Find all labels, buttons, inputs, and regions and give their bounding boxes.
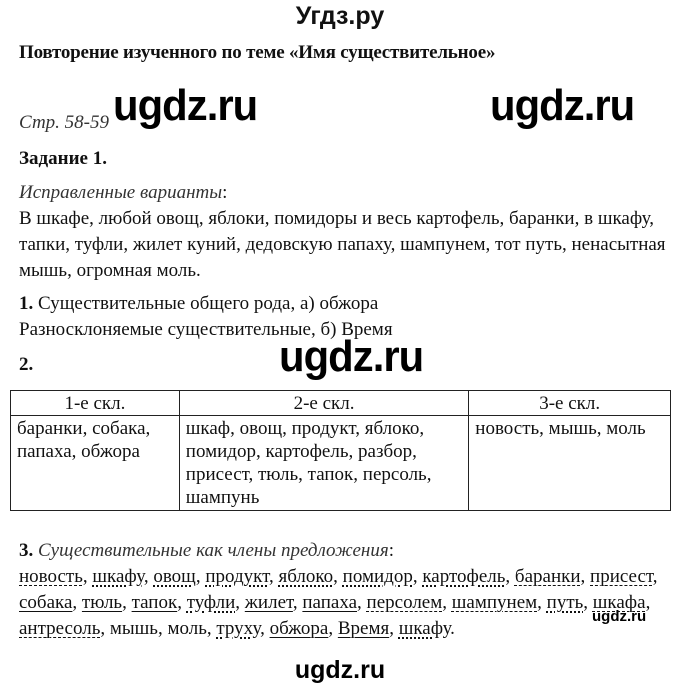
watermark: ugdz.ru — [279, 332, 424, 381]
separator: , — [645, 592, 651, 613]
item-number: 2. — [19, 354, 34, 375]
separator: , — [357, 592, 367, 613]
corrected-label: Исправленные варианты — [19, 182, 223, 203]
sentence-member-word: моль — [167, 618, 207, 639]
corrected-text: В шкафе, любой овощ, яблоки, помидоры и весь картофель, баранки, в шкафу, тапки, туфли, жилет куний, дедовскую папаху, шампунем, тот путь, ненасытная мышь, огромная моль. — [19, 208, 666, 281]
table-header: 3-е скл. — [469, 391, 671, 416]
watermark: ugdz.ru — [592, 608, 647, 625]
separator: , — [333, 566, 343, 587]
sentence-member-word: труху — [216, 618, 261, 639]
watermark: ugdz.ru — [490, 81, 635, 130]
separator: , — [505, 566, 515, 587]
sentence-member-word: собака — [19, 592, 73, 613]
page-heading: Повторение изученного по теме «Имя существительное» — [19, 42, 496, 63]
sentence-member-word: персолем — [366, 592, 443, 613]
site-title: Угдз.ру — [295, 2, 385, 30]
separator: , — [260, 618, 270, 639]
item-1 — [19, 291, 669, 343]
separator: , — [235, 592, 245, 613]
item-number: 1. — [19, 293, 34, 314]
sentence-member-word: папаха — [302, 592, 358, 613]
item-3-label: Существительные как члены предложения — [38, 540, 389, 561]
watermark: ugdz.ru — [294, 656, 386, 684]
separator: . — [450, 618, 455, 639]
item-1-line-1: Существительные общего рода, а) обжора — [38, 293, 379, 314]
separator: , — [292, 592, 303, 613]
sentence-member-word: помидор — [342, 566, 413, 587]
item-3 — [19, 538, 669, 642]
sentence-member-word: новость — [19, 566, 83, 587]
separator: , — [72, 592, 82, 613]
sentence-member-word: путь — [546, 592, 584, 613]
table-header: 1-е скл. — [11, 391, 180, 416]
separator: , — [268, 566, 279, 587]
separator: , — [580, 566, 591, 587]
sentence-member-word: Время — [337, 618, 390, 639]
watermark: ugdz.ru — [113, 81, 258, 130]
sentence-member-word: присест — [590, 566, 653, 587]
sentence-member-word: яблоко — [278, 566, 334, 587]
sentence-member-word: тюль — [81, 592, 123, 613]
task-title: Задание 1. — [19, 148, 107, 169]
separator: , — [206, 618, 217, 639]
sentence-member-word: тапок — [131, 592, 178, 613]
sentence-member-word: шампунем — [451, 592, 538, 613]
separator: , — [82, 566, 93, 587]
sentence-member-word: баранки — [514, 566, 581, 587]
table-cell: новость, мышь, моль — [469, 416, 671, 511]
separator: , — [389, 618, 399, 639]
separator: , — [143, 566, 154, 587]
separator: , — [122, 592, 132, 613]
item-3-colon: : — [388, 540, 394, 561]
sentence-member-word: обжора — [269, 618, 329, 639]
item-2 — [19, 352, 669, 378]
separator: , — [195, 566, 206, 587]
sentence-member-word: мышь — [109, 618, 158, 639]
separator: , — [583, 592, 593, 613]
corrected-variants — [19, 180, 669, 284]
sentence-member-word: шкафу — [92, 566, 144, 587]
sentence-member-word: шкафу — [398, 618, 451, 639]
declension-table — [10, 390, 671, 511]
table-header-row — [11, 391, 671, 416]
table-header: 2-е скл. — [179, 391, 469, 416]
separator: , — [157, 618, 168, 639]
separator: , — [177, 592, 187, 613]
table-cell: шкаф, овощ, продукт, яблоко, помидор, картофель, разбор, присест, тюль, тапок, персоль, шампунь — [179, 416, 469, 511]
sentence-members-list — [19, 566, 658, 639]
separator: , — [537, 592, 547, 613]
separator: , — [442, 592, 452, 613]
page-range: Стр. 58-59 — [19, 112, 109, 133]
sentence-member-word: продукт — [205, 566, 269, 587]
item-1-line-2: Разносклоняемые существительные, б) Время — [19, 319, 393, 340]
separator: , — [412, 566, 423, 587]
sentence-member-word: картофель — [422, 566, 506, 587]
table-row — [11, 416, 671, 511]
sentence-member-word: овощ — [153, 566, 196, 587]
separator: , — [652, 566, 658, 587]
sentence-member-word: туфли — [186, 592, 236, 613]
sentence-member-word: жилет — [244, 592, 293, 613]
corrected-colon: : — [222, 182, 228, 203]
sentence-member-word: шкафа — [592, 592, 646, 613]
item-number: 3. — [19, 540, 34, 561]
separator: , — [328, 618, 338, 639]
separator: , — [100, 618, 110, 639]
sentence-member-word: антресоль — [19, 618, 101, 639]
table-cell: баранки, собака, папаха, обжора — [11, 416, 180, 511]
